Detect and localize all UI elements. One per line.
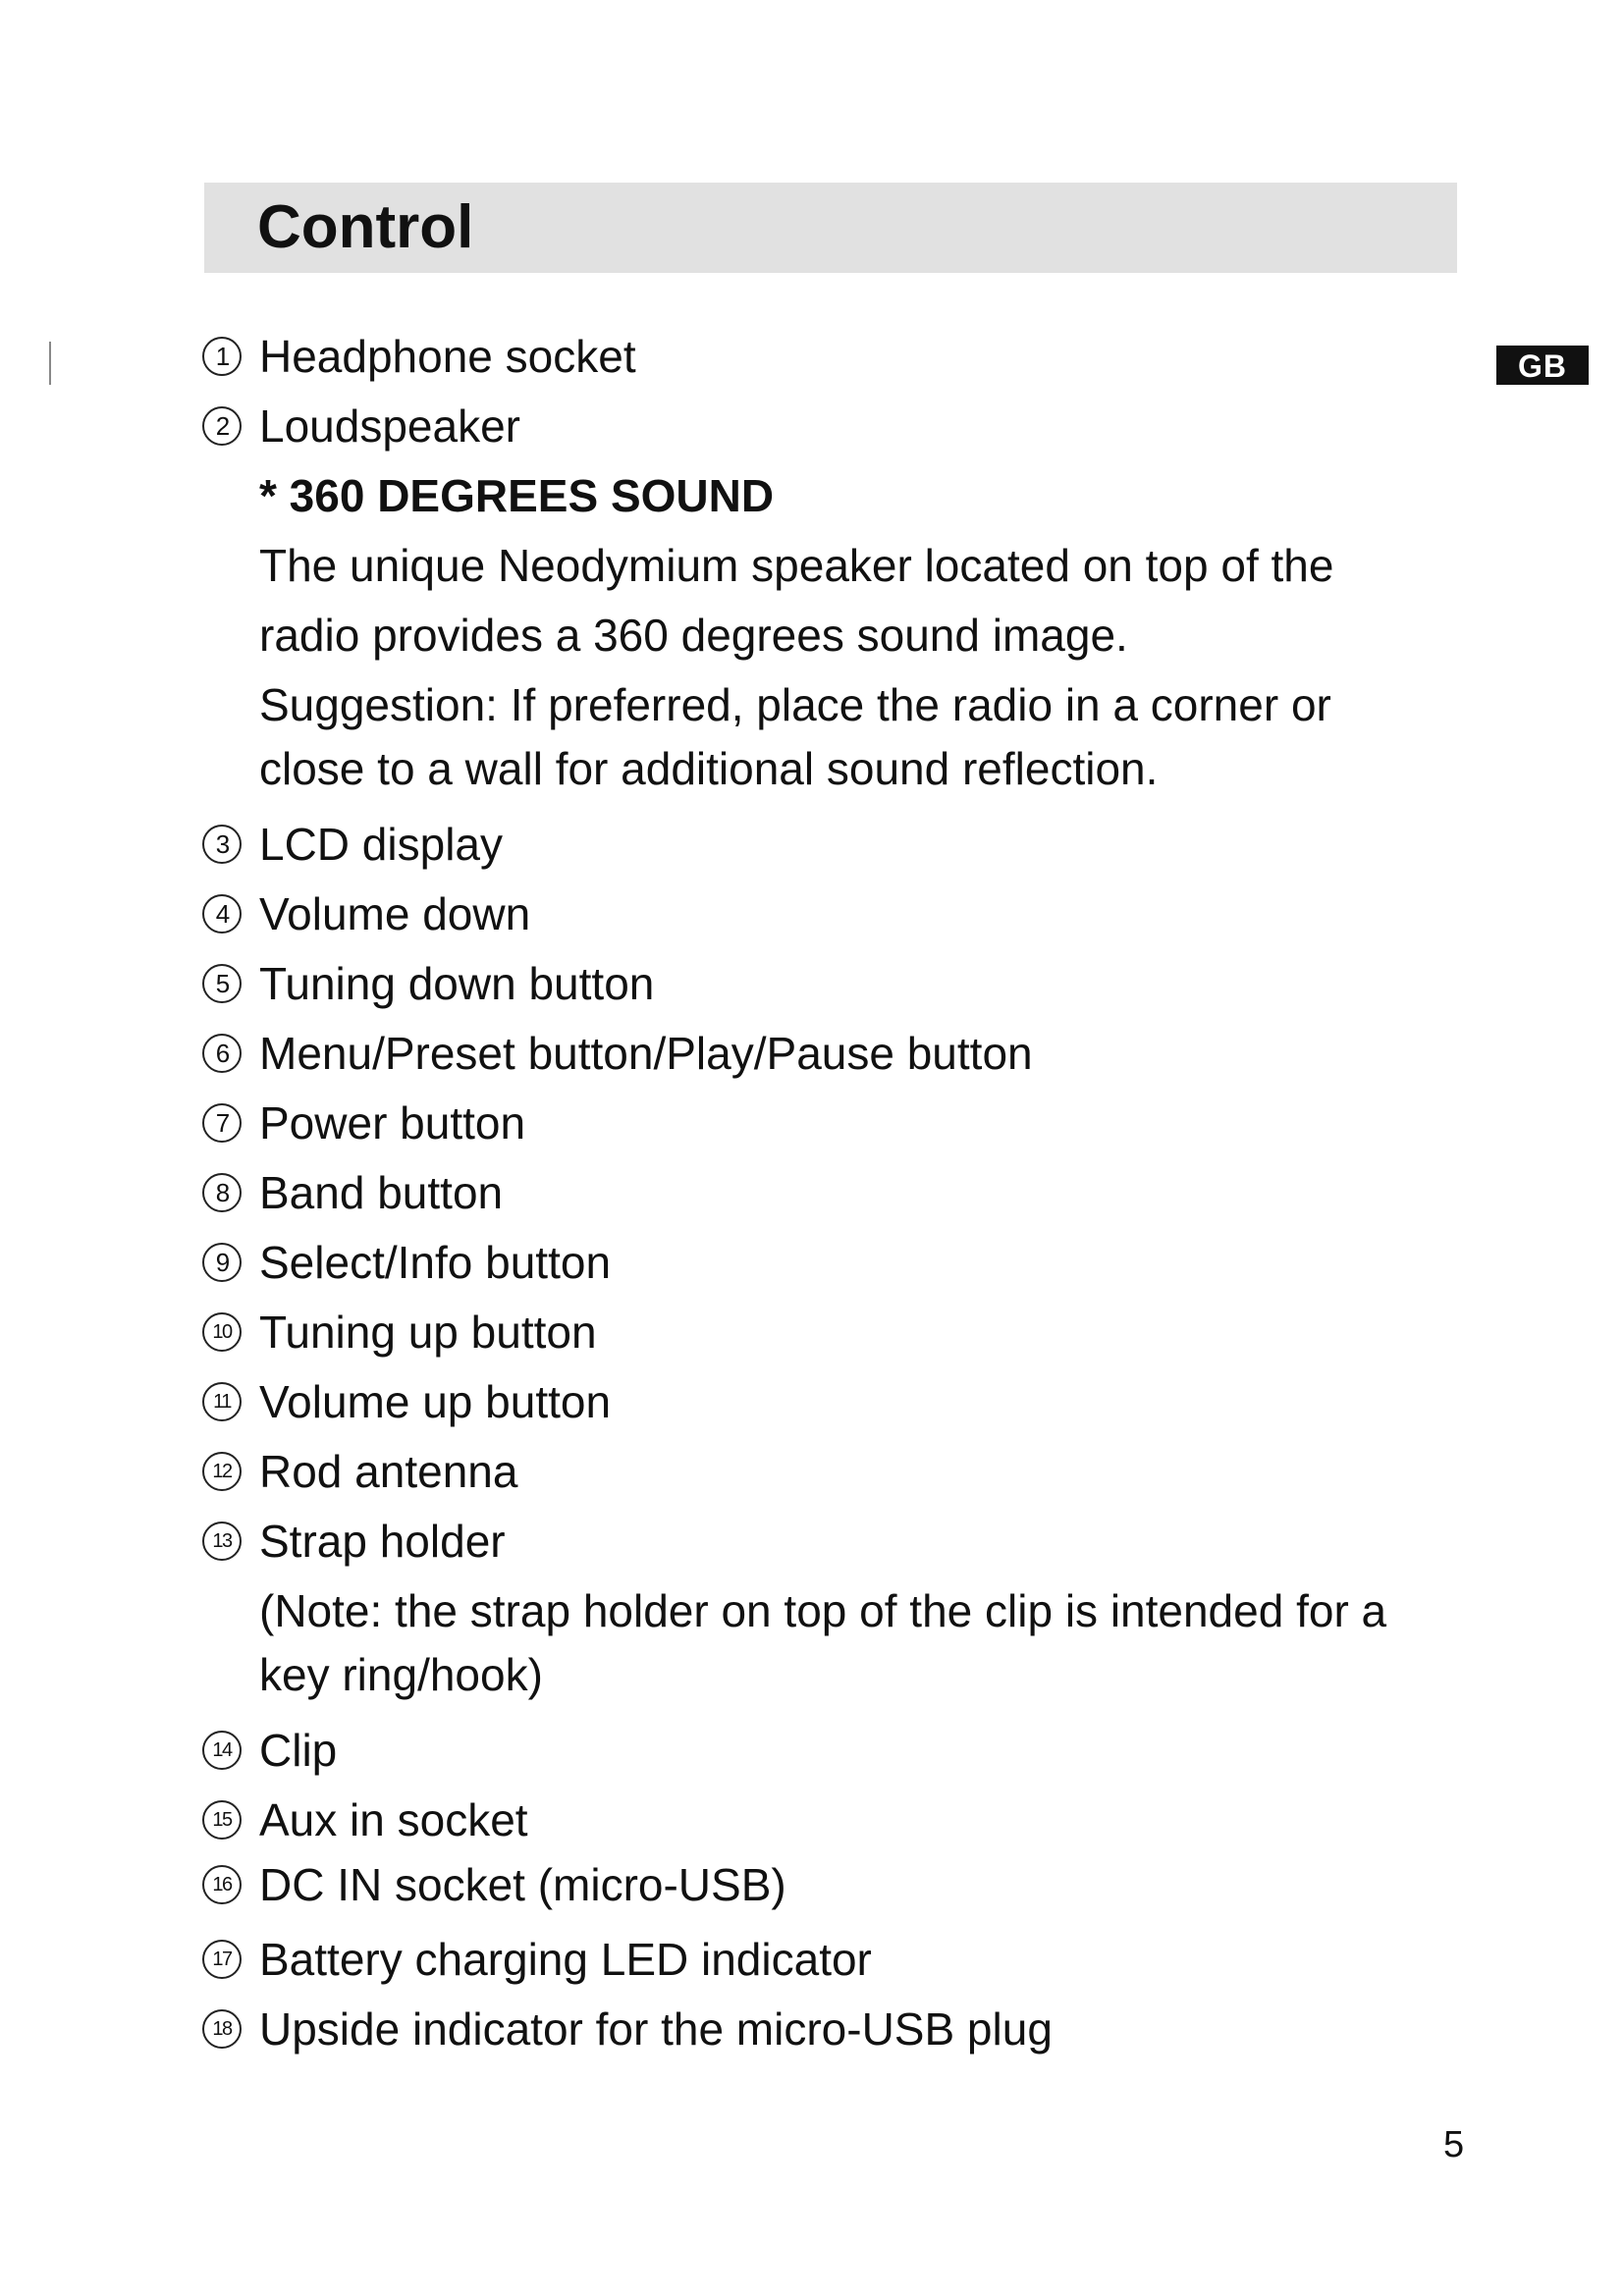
item-label: Clip (259, 1725, 338, 1776)
list-item-11 (202, 1372, 611, 1431)
strap-note-line: (Note: the strap holder on top of the clip is intended for a (259, 1585, 1387, 1636)
item-label: Battery charging LED indicator (259, 1934, 872, 1985)
list-item-14 (202, 1721, 337, 1780)
circled-number-icon: 16 (202, 1865, 242, 1904)
list-item-5 (202, 954, 654, 1013)
loudspeaker-note-line: Suggestion: If preferred, place the radio in a corner or (259, 679, 1331, 730)
circled-number-icon: 6 (202, 1034, 242, 1073)
circled-number-icon: 3 (202, 825, 242, 864)
section-header (204, 183, 1457, 273)
item-label: Power button (259, 1097, 526, 1148)
language-badge: GB (1496, 346, 1589, 385)
page-number: 5 (1443, 2124, 1465, 2165)
circled-number-icon: 7 (202, 1103, 242, 1143)
item-label: Select/Info button (259, 1237, 612, 1288)
strap-note-line: key ring/hook) (259, 1649, 543, 1700)
loudspeaker-note-line: close to a wall for additional sound reflection. (259, 743, 1159, 794)
item-label: Volume up button (259, 1376, 612, 1427)
section-title: Control (257, 193, 474, 261)
item-label: Menu/Preset button/Play/Pause button (259, 1028, 1033, 1079)
item-label: Loudspeaker (259, 400, 520, 452)
circled-number-icon: 10 (202, 1312, 242, 1352)
list-item-18 (202, 2000, 1053, 2058)
list-item-16 (202, 1855, 786, 1914)
item-label: Rod antenna (259, 1446, 518, 1497)
loudspeaker-note-line: radio provides a 360 degrees sound image. (259, 610, 1128, 661)
list-item-1 (202, 327, 636, 386)
item-label: Aux in socket (259, 1794, 528, 1845)
list-item-10 (202, 1303, 597, 1362)
circled-number-icon: 11 (202, 1382, 242, 1421)
circled-number-icon: 17 (202, 1940, 242, 1979)
circled-number-icon: 5 (202, 964, 242, 1003)
item-label: DC IN socket (micro-USB) (259, 1859, 786, 1910)
item-label: Upside indicator for the micro-USB plug (259, 2003, 1053, 2055)
item-label: Band button (259, 1167, 504, 1218)
circled-number-icon: 14 (202, 1731, 242, 1770)
circled-number-icon: 2 (202, 406, 242, 446)
list-item-4 (202, 884, 530, 943)
circled-number-icon: 15 (202, 1800, 242, 1840)
item-label: Headphone socket (259, 331, 636, 382)
circled-number-icon: 4 (202, 894, 242, 934)
list-item-6 (202, 1024, 1033, 1083)
margin-mark (49, 342, 51, 385)
item-label: Tuning up button (259, 1307, 597, 1358)
circled-number-icon: 18 (202, 2009, 242, 2049)
item-label: Volume down (259, 888, 531, 939)
list-item-12 (202, 1442, 517, 1501)
circled-number-icon: 12 (202, 1452, 242, 1491)
list-item-13 (202, 1512, 506, 1571)
circled-number-icon: 13 (202, 1522, 242, 1561)
circled-number-icon: 1 (202, 337, 242, 376)
circled-number-icon: 9 (202, 1243, 242, 1282)
loudspeaker-note-heading: * 360 DEGREES SOUND (259, 470, 775, 521)
list-item-7 (202, 1094, 525, 1152)
list-item-3 (202, 815, 503, 874)
list-item-15 (202, 1790, 528, 1849)
circled-number-icon: 8 (202, 1173, 242, 1212)
item-label: Strap holder (259, 1516, 506, 1567)
list-item-2 (202, 397, 520, 455)
item-label: LCD display (259, 819, 503, 870)
loudspeaker-note-line: The unique Neodymium speaker located on top of the (259, 540, 1334, 591)
item-label: Tuning down button (259, 958, 655, 1009)
list-item-8 (202, 1163, 503, 1222)
list-item-9 (202, 1233, 611, 1292)
list-item-17 (202, 1930, 872, 1989)
